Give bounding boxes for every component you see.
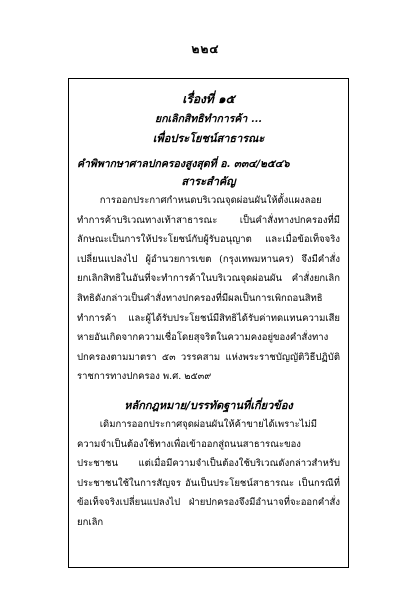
case-reference: คำพิพากษาศาลปกครองสูงสุดที่ อ. ๓๓๔/๒๕๔๖ xyxy=(77,158,290,170)
story-title-line-1: ยกเลิกสิทธิทำการค้า ... xyxy=(155,113,262,125)
story-title-line-2: เพื่อประโยชน์สาธารณะ xyxy=(152,132,265,145)
principle-heading: หลักกฎหมาย/บรรทัดฐานที่เกี่ยวข้อง xyxy=(124,398,293,412)
summary-heading: สาระสำคัญ xyxy=(181,175,236,188)
summary-paragraph: การออกประกาศกำหนดบริเวณจุดผ่อนผันให้ตั้งแผงลอยทำการค้าบริเวณทางเท้าสาธารณะ เป็นคำสั่งทางปกครองที่มีลักษณะเป็นการให้ประโยชน์กับผู้รับอนุญาต และเมื่อข้อเท็จจริงเปลี่ยนแปลงไป ผู้อำนวยการเขต (กรุงเทพมหานคร) จึงมีคำสั่งยกเลิกสิทธิในอันที่จะทำการค้าในบริเวณจุดผ่อนผัน คำสั่งยกเลิกสิทธิดังกล่าวเป็นคำสั่งทางปกครองที่มีผลเป็นการเพิกถอนสิทธิทำการค้า และผู้ได้รับประโยชน์มีสิทธิได้รับค่าทดแทนความเสียหายอันเกิดจากความเชื่อโดยสุจริตในความคงอยู่ของคำสั่งทางปกครองตามมาตรา ๕๓ วรรคสาม แห่งพระราชบัญญัติวิธีปฏิบัติราชการทางปกครอง พ.ศ. ๒๕๓๙ xyxy=(77,195,340,383)
content-frame xyxy=(68,78,349,568)
story-heading: เรื่องที่ ๑๕ xyxy=(182,92,235,106)
principle-paragraph: เดิมการออกประกาศจุดผ่อนผันให้ค้าขายได้เพราะไม่มีความจำเป็นต้องใช้ทางเพื่อเข้าออกสู่ถนนสาธารณะของประชาชน แต่เมื่อมีความจำเป็นต้องใช้บริเวณดังกล่าวสำหรับประชาชนใช้ในการสัญจร อันเป็นประโยชน์สาธารณะ เป็นกรณีที่ข้อเท็จจริงเปลี่ยนแปลงไป ฝ่ายปกครองจึงมีอำนาจที่จะออกคำสั่งยกเลิก xyxy=(77,418,340,528)
page-number: ๒๒๔ xyxy=(191,42,220,56)
